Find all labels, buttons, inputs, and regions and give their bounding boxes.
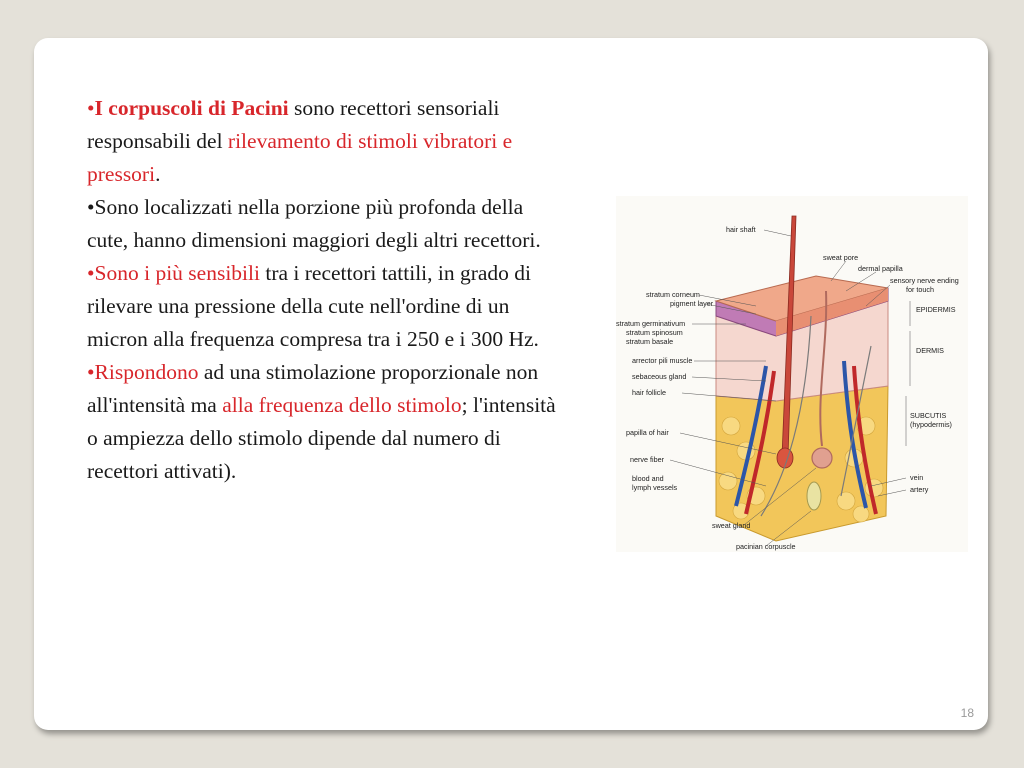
label-stratum-germinativum: stratum germinativum — [616, 319, 686, 328]
label-epidermis: EPIDERMIS — [916, 305, 956, 314]
bullet-text: ad una stimolazione proporzionale non all'intensità ma — [87, 360, 539, 417]
skin-anatomy-figure — [616, 196, 968, 552]
bullet-highlight: I corpuscoli di Pacini — [94, 96, 289, 120]
bullet-text: sono recettori sensoriali responsabili del — [87, 96, 500, 153]
label-hypodermis: (hypodermis) — [910, 420, 952, 429]
label-stratum-basale: stratum basale — [626, 337, 674, 346]
bullet-item — [87, 92, 557, 191]
label-dermal-papilla: dermal papilla — [858, 264, 903, 273]
label-artery: artery — [910, 485, 929, 494]
bullet-marker: • — [87, 195, 95, 219]
label-blood-and: blood and — [632, 474, 664, 483]
bullet-marker: • — [87, 96, 95, 120]
bullet-item — [87, 191, 557, 257]
bullet-highlight: alla frequenza dello stimolo — [222, 393, 462, 417]
label-papilla-of-hair: papilla of hair — [626, 428, 669, 437]
label-subcutis: SUBCUTIS — [910, 411, 947, 420]
label-stratum-spinosum: stratum spinosum — [626, 328, 683, 337]
label-vein: vein — [910, 473, 924, 482]
bullet-text: tra i recettori tattili, in grado di rilevare una pressione della cute nell'ordine di un micron alla frequenza compresa tra i 250 e i 300 Hz. — [87, 261, 539, 351]
label-sweat-gland: sweat gland — [712, 521, 751, 530]
label-dermis: DERMIS — [916, 346, 944, 355]
bullet-text: Sono localizzati nella porzione più profonda della cute, hanno dimensioni maggiori degli altri recettori. — [87, 195, 541, 252]
label-pacinian-corpuscle: pacinian corpuscle — [736, 542, 796, 551]
bullet-marker: • — [87, 360, 95, 384]
page-number: 18 — [960, 706, 974, 720]
label-lymph-vessels: lymph vessels — [632, 483, 678, 492]
label-sebaceous-gland: sebaceous gland — [632, 372, 687, 381]
label-pigment-layer: pigment layer — [670, 299, 714, 308]
bullet-list — [87, 92, 557, 488]
skin-diagram-svg — [616, 196, 968, 552]
label-nerve-fiber: nerve fiber — [630, 455, 664, 464]
bullet-marker: • — [87, 261, 95, 285]
slide — [34, 38, 988, 730]
bullet-item — [87, 356, 557, 488]
bullet-highlight: rilevamento di stimoli vibratori e pressori — [87, 129, 513, 186]
label-stratum-corneum: stratum corneum — [646, 290, 700, 299]
bullet-highlight: Sono i più sensibili — [94, 261, 260, 285]
pacinian-corpuscle — [807, 482, 821, 510]
label-for-touch: for touch — [906, 285, 934, 294]
bullet-item — [87, 257, 557, 356]
sweat-gland — [812, 448, 832, 468]
label-hair-shaft: hair shaft — [726, 225, 756, 234]
label-sensory-nerve-ending: sensory nerve ending — [890, 276, 959, 285]
bullet-highlight: Rispondono — [94, 360, 199, 384]
label-hair-follicle: hair follicle — [632, 388, 666, 397]
bullet-text: . — [155, 162, 161, 186]
label-arrector-pili: arrector pili muscle — [632, 356, 693, 365]
label-sweat-pore: sweat pore — [823, 253, 859, 262]
bullet-text: ; l'intensità o ampiezza dello stimolo dipende dal numero di recettori attivati). — [87, 393, 556, 483]
